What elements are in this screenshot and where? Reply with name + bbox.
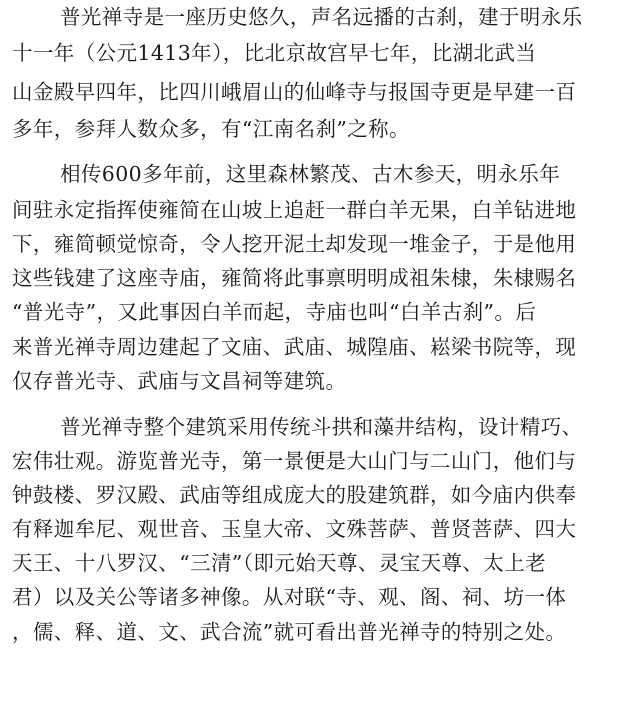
text-line: 君）以及关公等诸多神像。从对联“寺、观、阁、祠、坊一体: [12, 585, 567, 609]
text-line: 宏伟壮观。游览普光寺，第一景便是大山门与二山门，他们与: [12, 449, 577, 473]
text-line: 天王、十八罗汉、“三清”（即元始天尊、灵宝天尊、太上老: [12, 551, 547, 575]
text-line: 相传600多年前，这里森林繁茂、古木参天，明永乐年: [60, 162, 561, 186]
text-line: 间驻永定指挥使雍简在山坡上追赶一群白羊无果，白羊钻进地: [12, 198, 577, 222]
text-line: “普光寺”，又此事因白羊而起，寺庙也叫“白羊古刹”。后: [12, 300, 537, 324]
text-line: 下，雍简顿觉惊奇，令人挖开泥土却发现一堆金子，于是他用: [12, 232, 577, 256]
text-line: 来普光禅寺周边建起了文庙、武庙、城隍庙、崧梁书院等，现: [12, 335, 577, 359]
text-line: 多年，参拜人数众多，有“江南名刹”之称。: [12, 117, 410, 141]
text-line: 十一年（公元1413年），比北京故宫早七年，比湖北武当: [12, 41, 537, 65]
text-line: 普光禅寺整个建筑采用传统斗拱和藻井结构，设计精巧、: [60, 415, 583, 439]
text-line: 仅存普光寺、武庙与文昌祠等建筑。: [12, 369, 347, 393]
text-line: ，儒、释、道、文、武合流”就可看出普光禅寺的特别之处。: [12, 620, 567, 644]
text-line: 钟鼓楼、罗汉殿、武庙等组成庞大的股建筑群，如今庙内供奉: [12, 483, 577, 507]
text-line: 有释迦牟尼、观世音、玉皇大帝、文殊菩萨、普贤菩萨、四大: [12, 517, 577, 541]
text-line: 山金殿早四年，比四川峨眉山的仙峰寺与报国寺更是早建一百: [12, 80, 577, 104]
text-line: 这些钱建了这座寺庙，雍简将此事禀明明成祖朱棣，朱棣赐名: [12, 266, 577, 290]
text-line: 普光禅寺是一座历史悠久，声名远播的古刹，建于明永乐: [60, 5, 583, 29]
